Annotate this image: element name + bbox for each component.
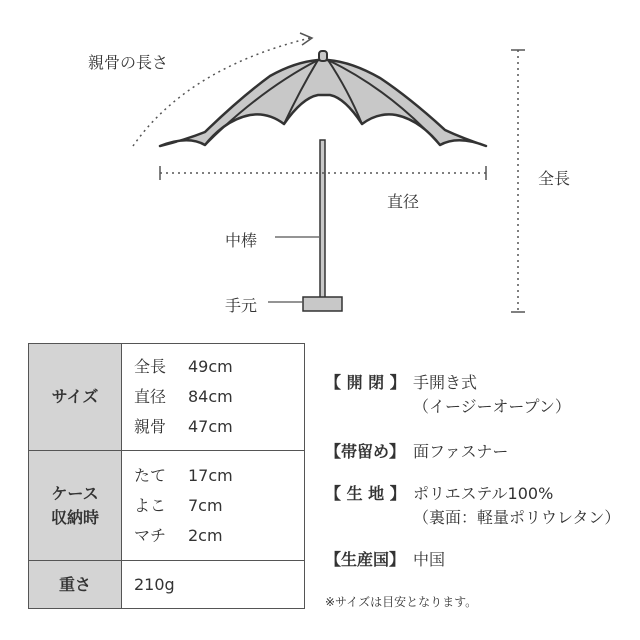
- size-header: サイズ: [29, 344, 122, 451]
- case-row: [29, 451, 305, 561]
- info-origin: 【生産国】 中国: [325, 550, 446, 569]
- weight-header: 重さ: [29, 561, 122, 609]
- size-row-rib: 親骨 47cm: [134, 417, 233, 436]
- size-note: ※サイズは目安となります。: [325, 595, 478, 609]
- info-open-close: 【 開 閉 】 手開き式 （イージーオープン）: [325, 373, 571, 416]
- umbrella-shaft: [320, 140, 325, 298]
- umbrella-handle: [303, 297, 342, 311]
- umbrella-canopy: [160, 60, 486, 146]
- rib-length-label: 親骨の長さ: [88, 53, 169, 72]
- size-row-diameter: 直径 84cm: [134, 387, 233, 406]
- total-length-label: 全長: [538, 169, 571, 188]
- case-header: ケース 収納時: [29, 451, 122, 561]
- weight-row: [29, 561, 305, 609]
- diameter-label: 直径: [387, 192, 420, 211]
- info-fabric: 【 生 地 】 ポリエステル100% （裏面：軽量ポリウレタン）: [325, 484, 621, 527]
- handle-label: 手元: [225, 296, 258, 315]
- umbrella-tip: [319, 51, 327, 61]
- case-row-height: たて 17cm: [134, 465, 233, 485]
- case-values: [122, 451, 305, 561]
- size-values: [122, 344, 305, 451]
- case-row-width: よこ 7cm: [134, 495, 223, 515]
- info-strap: 【帯留め】 面ファスナー: [325, 442, 509, 461]
- case-row-depth: マチ 2cm: [134, 525, 223, 545]
- size-row: [29, 344, 305, 451]
- shaft-label: 中棒: [225, 231, 258, 250]
- spec-table: [28, 343, 305, 609]
- weight-value: 210g: [122, 561, 305, 609]
- size-row-total: 全長 49cm: [134, 357, 233, 376]
